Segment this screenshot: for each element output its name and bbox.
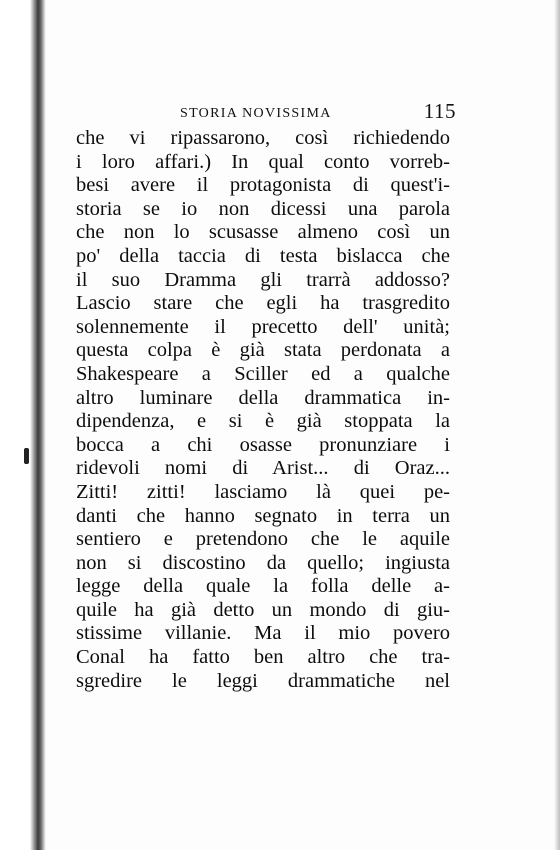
text-line: legge della quale la folla delle a- [76,575,450,598]
text-line: questa colpa è già stata perdonata a [76,339,450,362]
page-edge [554,0,560,850]
text-line: che vi ripassarono, così richiedendo [76,127,450,149]
text-line: stissime villanie. Ma il mio povero [76,622,450,645]
text-line: sgredire le leggi drammatiche nel [76,669,450,692]
text-line: po' della taccia di testa bislacca che [76,244,450,267]
page-header [76,99,456,129]
text-line: dipendenza, e si è già stoppata la [76,410,450,433]
text-line: i loro affari.) In qual conto vorreb- [76,150,450,173]
text-line: non si discostino da quello; ingiusta [76,551,450,574]
binding-mark [24,448,29,464]
text-line: che non lo scusasse almeno così un [76,221,450,244]
text-line: besi avere il protagonista di quest'i- [76,174,450,197]
page-number: 115 [423,99,456,123]
text-line: bocca a chi osasse pronunziare i [76,433,450,456]
text-line: Shakespeare a Sciller ed a qualche [76,362,450,385]
body-text [76,127,450,693]
text-line: ridevoli nomi di Arist... di Oraz... [76,457,450,480]
text-line: quile ha già detto un mondo di giu- [76,598,450,621]
running-title: STORIA NOVISSIMA [180,106,332,121]
text-line: danti che hanno segnato in terra un [76,504,450,527]
text-line: altro luminare della drammatica in- [76,386,450,409]
text-line: Lascio stare che egli ha trasgredito [76,292,450,315]
text-line: il suo Dramma gli trarrà addosso? [76,268,450,291]
text-line: solennemente il precetto dell' unità; [76,315,450,338]
text-line: sentiero e pretendono che le aquile [76,528,450,551]
text-line: Zitti! zitti! lasciamo là quei pe- [76,480,450,503]
text-line: Conal ha fatto ben altro che tra- [76,646,450,669]
book-gutter [0,0,46,850]
text-line: storia se io non dicessi una parola [76,197,450,220]
